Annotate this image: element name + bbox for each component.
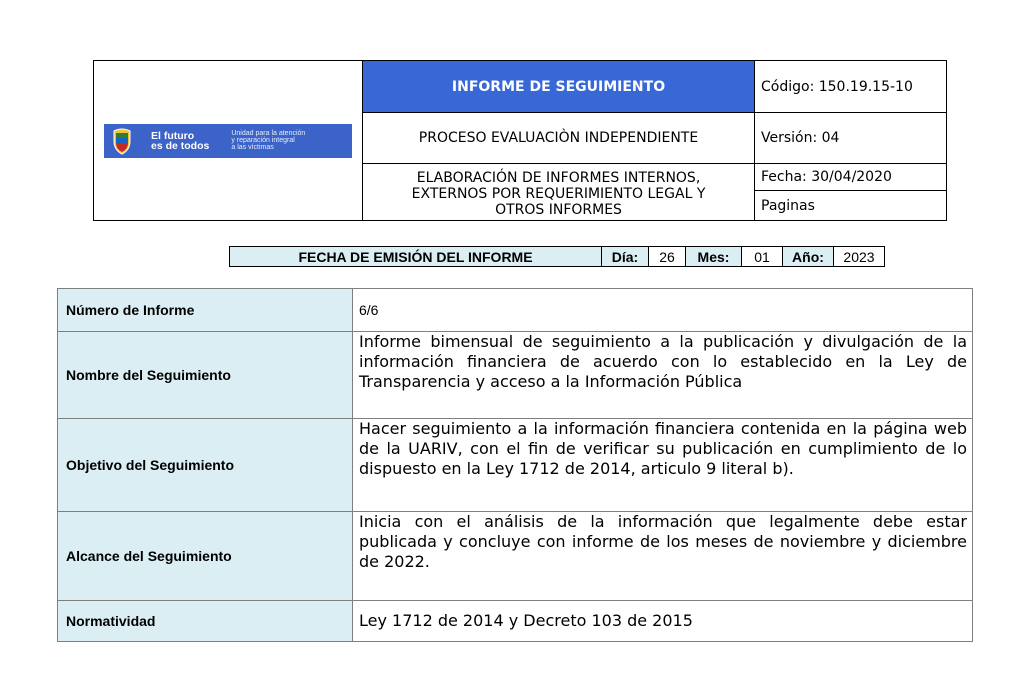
institution-logo: [104, 124, 352, 158]
report-info-table: [57, 288, 973, 642]
row-label-tracking-name: Nombre del Seguimiento: [58, 332, 353, 419]
row-value-report-number: 6/6: [353, 289, 973, 332]
day-value: 26: [649, 247, 686, 267]
elaboration-line-1: ELABORACIÓN DE INFORMES INTERNOS,: [416, 170, 701, 186]
unit-line-3: a las víctimas: [231, 144, 274, 151]
table-row: [58, 289, 973, 332]
unit-line-1: Unidad para la atención: [231, 130, 306, 137]
document-title: INFORME DE SEGUIMIENTO: [363, 61, 755, 113]
document-header: [93, 60, 947, 221]
process-name: PROCESO EVALUACIÒN INDEPENDIENTE: [363, 113, 755, 164]
row-value-tracking-scope: Inicia con el análisis de la información que legalmente debe estar publicada y concluye con informe de los meses de noviembre y diciembre de 2022.: [353, 512, 973, 601]
row-value-regulations: Ley 1712 de 2014 y Decreto 103 de 2015: [353, 601, 973, 642]
document-version: Versión: 04: [755, 113, 947, 164]
year-value: 2023: [834, 247, 885, 267]
row-label-regulations: Normatividad: [58, 601, 353, 642]
document-code: Código: 150.19.15-10: [755, 61, 947, 113]
table-row: [58, 512, 973, 601]
elaboration-line-2: EXTERNOS POR REQUERIMIENTO LEGAL Y: [411, 186, 706, 202]
row-value-tracking-name: Informe bimensual de seguimiento a la publicación y divulgación de la información financiera de acuerdo con lo establecido en la Ley de Transparencia y acceso a la Información Pública: [353, 332, 973, 419]
emission-date-label: FECHA DE EMISIÓN DEL INFORME: [230, 247, 602, 267]
table-row: [58, 419, 973, 512]
logo-cell: [94, 61, 363, 221]
row-value-tracking-objective: Hacer seguimiento a la información financiera contenida en la página web de la UARIV, con el fin de verificar su publicación en cumplimiento de lo dispuesto en la Ley 1712 de 2014, articulo 9 literal b).: [353, 419, 973, 512]
row-label-report-number: Número de Informe: [58, 289, 353, 332]
row-label-tracking-scope: Alcance del Seguimiento: [58, 512, 353, 601]
elaboration-line-3: OTROS INFORMES: [495, 202, 622, 218]
day-label: Día:: [602, 247, 649, 267]
table-row: [58, 601, 973, 642]
month-value: 01: [742, 247, 783, 267]
table-row: [58, 332, 973, 419]
year-label: Año:: [783, 247, 834, 267]
brand-line-1: El futuro: [151, 129, 195, 142]
emission-date-bar: [229, 246, 885, 267]
row-label-tracking-objective: Objetivo del Seguimiento: [58, 419, 353, 512]
unit-text: [231, 130, 305, 151]
month-label: Mes:: [686, 247, 742, 267]
unit-line-2: y reparación integral: [231, 137, 295, 144]
brand-line-2: es de todos: [151, 139, 210, 152]
elaboration-text: [363, 164, 755, 221]
document-pages: Paginas: [755, 191, 947, 221]
brand-text: [151, 131, 209, 151]
coat-of-arms-icon: [109, 127, 135, 155]
document-date: Fecha: 30/04/2020: [755, 164, 947, 191]
